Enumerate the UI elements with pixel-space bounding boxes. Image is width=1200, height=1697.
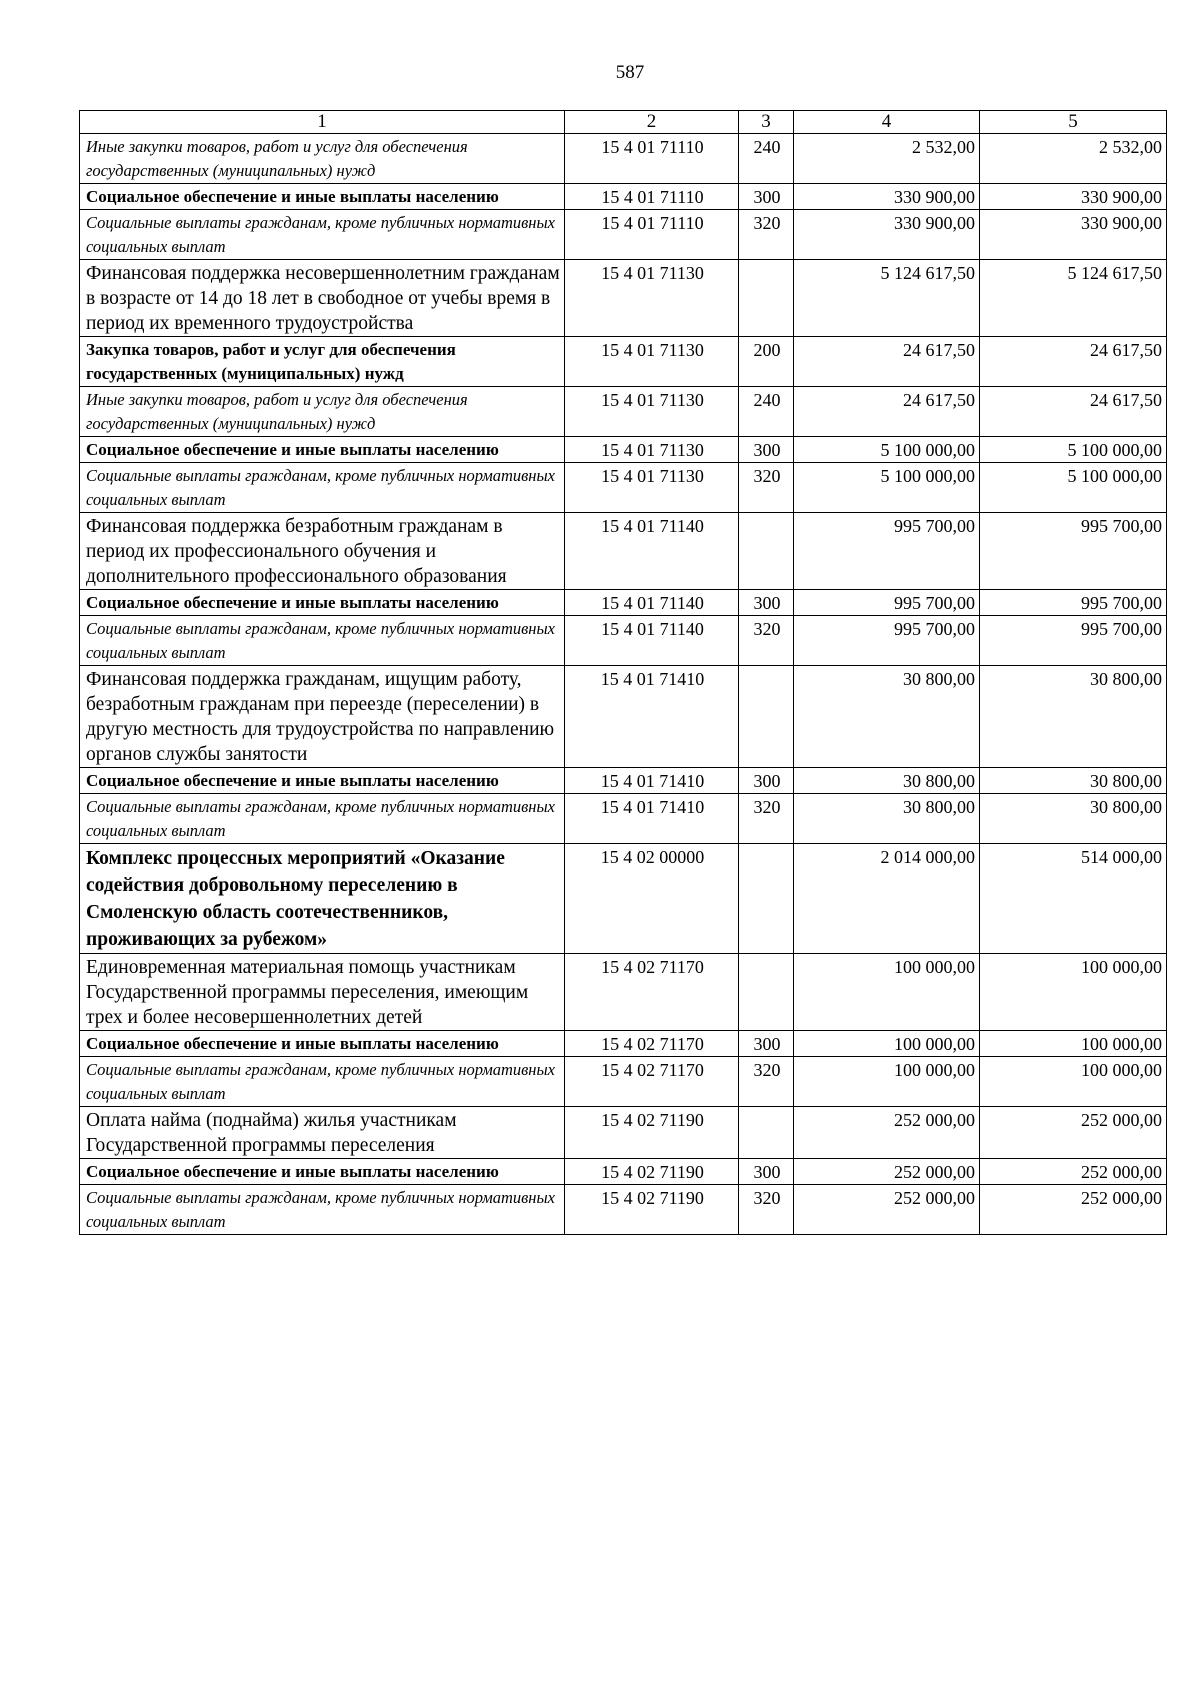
table-row [80,768,1167,794]
amount-col5-cell: 995 700,00 [980,513,1167,590]
amount-col4-cell: 2 532,00 [794,134,980,184]
row-name-cell: Социальные выплаты гражданам, кроме публичных нормативных социальных выплат [80,616,565,666]
row-name-cell: Финансовая поддержка безработным гражданам в период их профессионального обучения и дополнительного профессионального образования [80,513,565,590]
row-name-cell: Социальное обеспечение и иные выплаты населению [80,184,565,210]
table-row [80,437,1167,463]
amount-col4-cell: 995 700,00 [794,590,980,616]
row-name-cell: Социальные выплаты гражданам, кроме публичных нормативных социальных выплат [80,210,565,260]
row-name-cell: Социальные выплаты гражданам, кроме публичных нормативных социальных выплат [80,1057,565,1107]
amount-col5-cell: 30 800,00 [980,768,1167,794]
expense-type-code-cell: 300 [739,768,794,794]
target-article-code-cell: 15 4 02 00000 [565,844,739,954]
amount-col4-cell: 330 900,00 [794,210,980,260]
amount-col5-cell: 30 800,00 [980,666,1167,768]
amount-col5-cell: 5 124 617,50 [980,260,1167,337]
target-article-code-cell: 15 4 01 71110 [565,184,739,210]
expense-type-code-cell: 320 [739,463,794,513]
table-row [80,666,1167,768]
amount-col5-cell: 100 000,00 [980,1057,1167,1107]
row-name-cell: Финансовая поддержка гражданам, ищущим работу, безработным гражданам при переезде (переселении) в другую местность для трудоустройства по направлению органов службы занятости [80,666,565,768]
row-name-cell: Иные закупки товаров, работ и услуг для обеспечения государственных (муниципальных) нужд [80,134,565,184]
amount-col4-cell: 252 000,00 [794,1159,980,1185]
column-header-1: 1 [80,111,565,134]
row-name-cell: Социальное обеспечение и иные выплаты населению [80,768,565,794]
amount-col4-cell: 100 000,00 [794,954,980,1031]
amount-col5-cell: 2 532,00 [980,134,1167,184]
expense-type-code-cell [739,954,794,1031]
amount-col4-cell: 24 617,50 [794,387,980,437]
expense-type-code-cell: 240 [739,387,794,437]
row-name-cell: Социальные выплаты гражданам, кроме публичных нормативных социальных выплат [80,1185,565,1235]
row-name-cell: Социальное обеспечение и иные выплаты населению [80,590,565,616]
budget-table [79,110,1167,1235]
amount-col5-cell: 995 700,00 [980,590,1167,616]
expense-type-code-cell [739,1107,794,1159]
amount-col5-cell: 24 617,50 [980,337,1167,387]
table-row [80,590,1167,616]
target-article-code-cell: 15 4 02 71170 [565,1057,739,1107]
target-article-code-cell: 15 4 01 71140 [565,616,739,666]
expense-type-code-cell: 300 [739,590,794,616]
column-header-3: 3 [739,111,794,134]
row-name-cell: Социальные выплаты гражданам, кроме публичных нормативных социальных выплат [80,794,565,844]
expense-type-code-cell: 320 [739,210,794,260]
expense-type-code-cell: 300 [739,1031,794,1057]
amount-col5-cell: 514 000,00 [980,844,1167,954]
target-article-code-cell: 15 4 01 71130 [565,387,739,437]
amount-col4-cell: 30 800,00 [794,666,980,768]
table-row [80,616,1167,666]
amount-col4-cell: 995 700,00 [794,513,980,590]
row-name-cell: Оплата найма (поднайма) жилья участникам Государственной программы переселения [80,1107,565,1159]
expense-type-code-cell: 320 [739,1057,794,1107]
amount-col5-cell: 252 000,00 [980,1185,1167,1235]
column-header-5: 5 [980,111,1167,134]
amount-col4-cell: 30 800,00 [794,794,980,844]
row-name-cell: Финансовая поддержка несовершеннолетним гражданам в возрасте от 14 до 18 лет в свободное от учебы время в период их временного трудоустройства [80,260,565,337]
row-name-cell: Социальное обеспечение и иные выплаты населению [80,1159,565,1185]
column-header-2: 2 [565,111,739,134]
expense-type-code-cell: 300 [739,1159,794,1185]
table-row [80,337,1167,387]
amount-col5-cell: 330 900,00 [980,210,1167,260]
amount-col4-cell: 5 124 617,50 [794,260,980,337]
table-row [80,210,1167,260]
target-article-code-cell: 15 4 01 71130 [565,437,739,463]
target-article-code-cell: 15 4 01 71410 [565,794,739,844]
table-row [80,260,1167,337]
target-article-code-cell: 15 4 02 71190 [565,1159,739,1185]
table-row [80,134,1167,184]
amount-col4-cell: 252 000,00 [794,1107,980,1159]
expense-type-code-cell [739,666,794,768]
expense-type-code-cell: 300 [739,184,794,210]
amount-col5-cell: 995 700,00 [980,616,1167,666]
row-name-cell: Социальное обеспечение и иные выплаты населению [80,437,565,463]
amount-col4-cell: 100 000,00 [794,1057,980,1107]
target-article-code-cell: 15 4 02 71190 [565,1107,739,1159]
expense-type-code-cell: 320 [739,1185,794,1235]
table-row [80,1107,1167,1159]
amount-col5-cell: 30 800,00 [980,794,1167,844]
amount-col4-cell: 100 000,00 [794,1031,980,1057]
expense-type-code-cell: 320 [739,616,794,666]
amount-col5-cell: 100 000,00 [980,954,1167,1031]
amount-col4-cell: 330 900,00 [794,184,980,210]
amount-col4-cell: 5 100 000,00 [794,437,980,463]
amount-col5-cell: 5 100 000,00 [980,437,1167,463]
table-row [80,463,1167,513]
amount-col5-cell: 330 900,00 [980,184,1167,210]
table-row [80,1031,1167,1057]
expense-type-code-cell [739,260,794,337]
row-name-cell: Социальное обеспечение и иные выплаты населению [80,1031,565,1057]
page-number: 587 [615,62,645,83]
table-row [80,1159,1167,1185]
budget-table-body [80,111,1167,1235]
column-header-4: 4 [794,111,980,134]
amount-col5-cell: 252 000,00 [980,1159,1167,1185]
target-article-code-cell: 15 4 02 71190 [565,1185,739,1235]
target-article-code-cell: 15 4 02 71170 [565,1031,739,1057]
target-article-code-cell: 15 4 01 71130 [565,260,739,337]
target-article-code-cell: 15 4 01 71130 [565,337,739,387]
target-article-code-cell: 15 4 01 71130 [565,463,739,513]
table-row [80,844,1167,954]
expense-type-code-cell: 300 [739,437,794,463]
column-number-header-row [80,111,1167,134]
expense-type-code-cell: 240 [739,134,794,184]
expense-type-code-cell [739,513,794,590]
target-article-code-cell: 15 4 01 71140 [565,590,739,616]
amount-col5-cell: 24 617,50 [980,387,1167,437]
target-article-code-cell: 15 4 02 71170 [565,954,739,1031]
amount-col4-cell: 2 014 000,00 [794,844,980,954]
table-row [80,794,1167,844]
row-name-cell: Иные закупки товаров, работ и услуг для обеспечения государственных (муниципальных) нужд [80,387,565,437]
table-row [80,184,1167,210]
amount-col5-cell: 5 100 000,00 [980,463,1167,513]
table-row [80,1057,1167,1107]
amount-col4-cell: 252 000,00 [794,1185,980,1235]
table-row [80,513,1167,590]
row-name-cell: Комплекс процессных мероприятий «Оказание содействия добровольному переселению в Смоленскую область соотечественников, проживающих за рубежом» [80,844,565,954]
amount-col5-cell: 252 000,00 [980,1107,1167,1159]
expense-type-code-cell [739,844,794,954]
target-article-code-cell: 15 4 01 71110 [565,210,739,260]
expense-type-code-cell: 320 [739,794,794,844]
row-name-cell: Социальные выплаты гражданам, кроме публичных нормативных социальных выплат [80,463,565,513]
amount-col4-cell: 24 617,50 [794,337,980,387]
amount-col4-cell: 30 800,00 [794,768,980,794]
table-row [80,954,1167,1031]
target-article-code-cell: 15 4 01 71410 [565,666,739,768]
table-row [80,1185,1167,1235]
target-article-code-cell: 15 4 01 71410 [565,768,739,794]
table-row [80,387,1167,437]
amount-col4-cell: 5 100 000,00 [794,463,980,513]
row-name-cell: Единовременная материальная помощь участникам Государственной программы переселения, имеющим трех и более несовершеннолетних детей [80,954,565,1031]
target-article-code-cell: 15 4 01 71140 [565,513,739,590]
amount-col5-cell: 100 000,00 [980,1031,1167,1057]
target-article-code-cell: 15 4 01 71110 [565,134,739,184]
row-name-cell: Закупка товаров, работ и услуг для обеспечения государственных (муниципальных) нужд [80,337,565,387]
expense-type-code-cell: 200 [739,337,794,387]
amount-col4-cell: 995 700,00 [794,616,980,666]
